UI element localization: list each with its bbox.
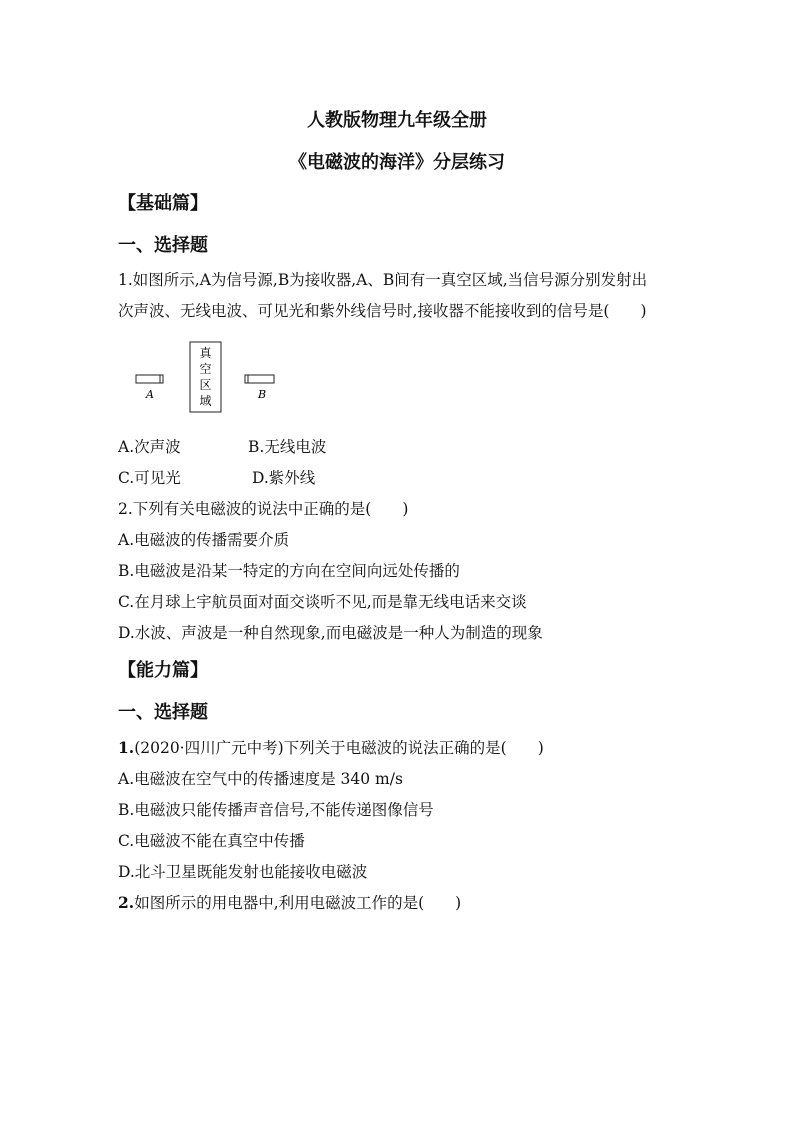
basic-choice-heading: 一、选择题 <box>118 235 208 256</box>
a2-number: 2. <box>118 893 135 912</box>
q2-option-a: A.电磁波的传播需要介质 <box>118 531 290 549</box>
section-ability: 【能力篇】 <box>118 660 208 681</box>
signal-source-a <box>136 375 163 383</box>
a1-stem <box>118 736 544 758</box>
vacuum-char-3: 区 <box>199 378 212 392</box>
a1-stem-text: (2020·四川广元中考)下列关于电磁波的说法正确的是( ) <box>134 739 544 757</box>
q1-option-b: B.无线电波 <box>248 438 327 456</box>
q2-option-d: D.水波、声波是一种自然现象,而电磁波是一种人为制造的现象 <box>118 624 543 642</box>
document-subtitle: 《电磁波的海洋》分层练习 <box>289 152 505 173</box>
a1-option-c: C.电磁波不能在真空中传播 <box>118 832 305 850</box>
figure-label-b: B <box>258 388 267 401</box>
a1-number: 1. <box>118 738 135 757</box>
vacuum-char-4: 域 <box>199 394 212 408</box>
q2-stem: 2.下列有关电磁波的说法中正确的是( ) <box>118 500 409 518</box>
q1-figure <box>130 340 290 416</box>
q1-option-d: D.紫外线 <box>252 469 316 487</box>
section-basic: 【基础篇】 <box>118 193 208 214</box>
vacuum-char-1: 真 <box>199 346 212 360</box>
vacuum-char-2: 空 <box>199 362 212 376</box>
q2-option-b: B.电磁波是沿某一特定的方向在空间向远处传播的 <box>118 562 460 580</box>
a1-option-d: D.北斗卫星既能发射也能接收电磁波 <box>118 863 368 881</box>
q1-stem-line1: 1.如图所示,A为信号源,B为接收器,A、B间有一真空区域,当信号源分别发射出 <box>118 271 648 289</box>
q1-stem-line2: 次声波、无线电波、可见光和紫外线信号时,接收器不能接收到的信号是( ) <box>118 302 647 320</box>
figure-label-a: A <box>146 388 154 401</box>
q1-option-c: C.可见光 <box>118 469 181 487</box>
q1-option-a: A.次声波 <box>118 438 181 456</box>
ability-choice-heading: 一、选择题 <box>118 702 208 723</box>
a2-stem-text: 如图所示的用电器中,利用电磁波工作的是( ) <box>134 894 462 912</box>
q2-option-c: C.在月球上宇航员面对面交谈听不见,而是靠无线电话来交谈 <box>118 593 527 611</box>
receiver-b <box>245 375 274 383</box>
a2-stem <box>118 891 461 913</box>
a1-option-b: B.电磁波只能传播声音信号,不能传递图像信号 <box>118 801 434 819</box>
a1-option-a: A.电磁波在空气中的传播速度是 340 m/s <box>118 770 403 788</box>
document-title: 人教版物理九年级全册 <box>307 110 487 131</box>
